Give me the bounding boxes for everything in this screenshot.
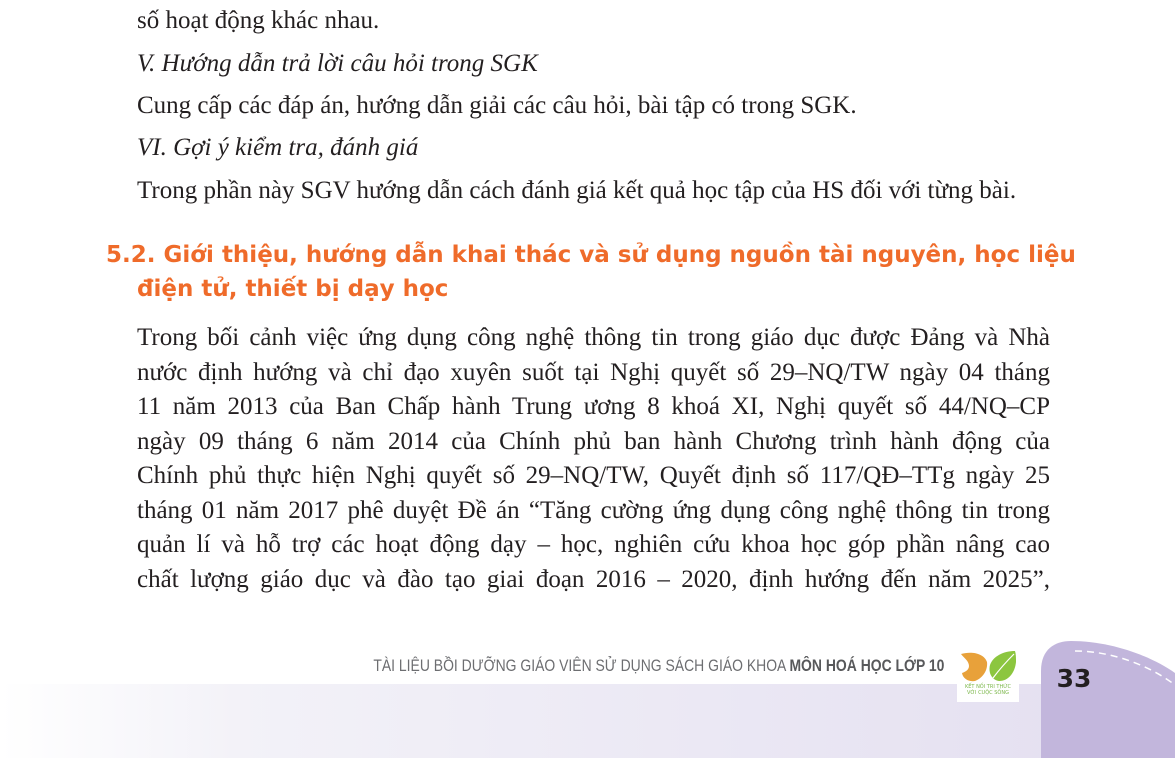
logo-text-line1: KẾT NỐI TRI THỨC [964,684,1011,690]
section-number: 5.2. [106,242,156,268]
footer-subject-text: MÔN HOÁ HỌC LỚP 10 [789,656,944,675]
body-text-v: Cung cấp các đáp án, hướng dẫn giải các câu hỏi, bài tập có trong SGK. [137,92,857,119]
section-paragraph [137,321,1050,597]
leaf-icon [957,648,1019,688]
publisher-logo [957,648,1019,702]
paragraph-line: 11 năm 2013 của Ban Chấp hành Trung ương 8 khoá XI, Nghị quyết số 44/NQ–CP [137,393,1050,420]
logo-text-line2: VỚI CUỘC SỐNG [967,690,1009,696]
section-heading [106,238,1076,306]
footer-series-title [373,656,944,676]
footer-series-text: TÀI LIỆU BỒI DƯỠNG GIÁO VIÊN SỬ DỤNG SÁCH GIÁO KHOA [372,656,790,675]
page-number-tab [1041,641,1175,758]
paragraph-line: Trong bối cảnh việc ứng dụng công nghệ thông tin trong giáo dục được Đảng và Nhà [137,324,1050,351]
body-text-vi: Trong phần này SGV hướng dẫn cách đánh giá kết quả học tập của HS đối với từng bài. [137,177,1017,204]
paragraph-line: Chính phủ thực hiện Nghị quyết số 29–NQ/TW, Quyết định số 117/QĐ–TTg ngày 25 [137,462,1050,489]
paragraph-line: chất lượng giáo dục và đào tạo giai đoạn 2016 – 2020, định hướng đến năm 2025”, [137,565,1050,593]
section-title-line1: Giới thiệu, hướng dẫn khai thác và sử dụng nguồn tài nguyên, học liệu [163,242,1076,268]
subheading-vi: VI. Gợi ý kiểm tra, đánh giá [137,134,419,161]
body-text-line: số hoạt động khác nhau. [137,7,380,34]
logo-caption [957,684,1019,696]
paragraph-line: nước định hướng và chỉ đạo xuyên suốt tại Nghị quyết số 29–NQ/TW ngày 04 tháng [137,358,1050,386]
subheading-v: V. Hướng dẫn trả lời câu hỏi trong SGK [137,50,538,77]
section-title-line2: điện tử, thiết bị dạy học [137,276,449,302]
paragraph-line: tháng 01 năm 2017 phê duyệt Đề án “Tăng cường ứng dụng công nghệ thông tin trong [137,496,1050,524]
paragraph-line: ngày 09 tháng 6 năm 2014 của Chính phủ ban hành Chương trình hành động của [137,427,1050,455]
paragraph-line: quản lí và hỗ trợ các hoạt động dạy – học, nghiên cứu khoa học góp phần nâng cao [137,531,1050,558]
page-number: 33 [1056,664,1092,693]
